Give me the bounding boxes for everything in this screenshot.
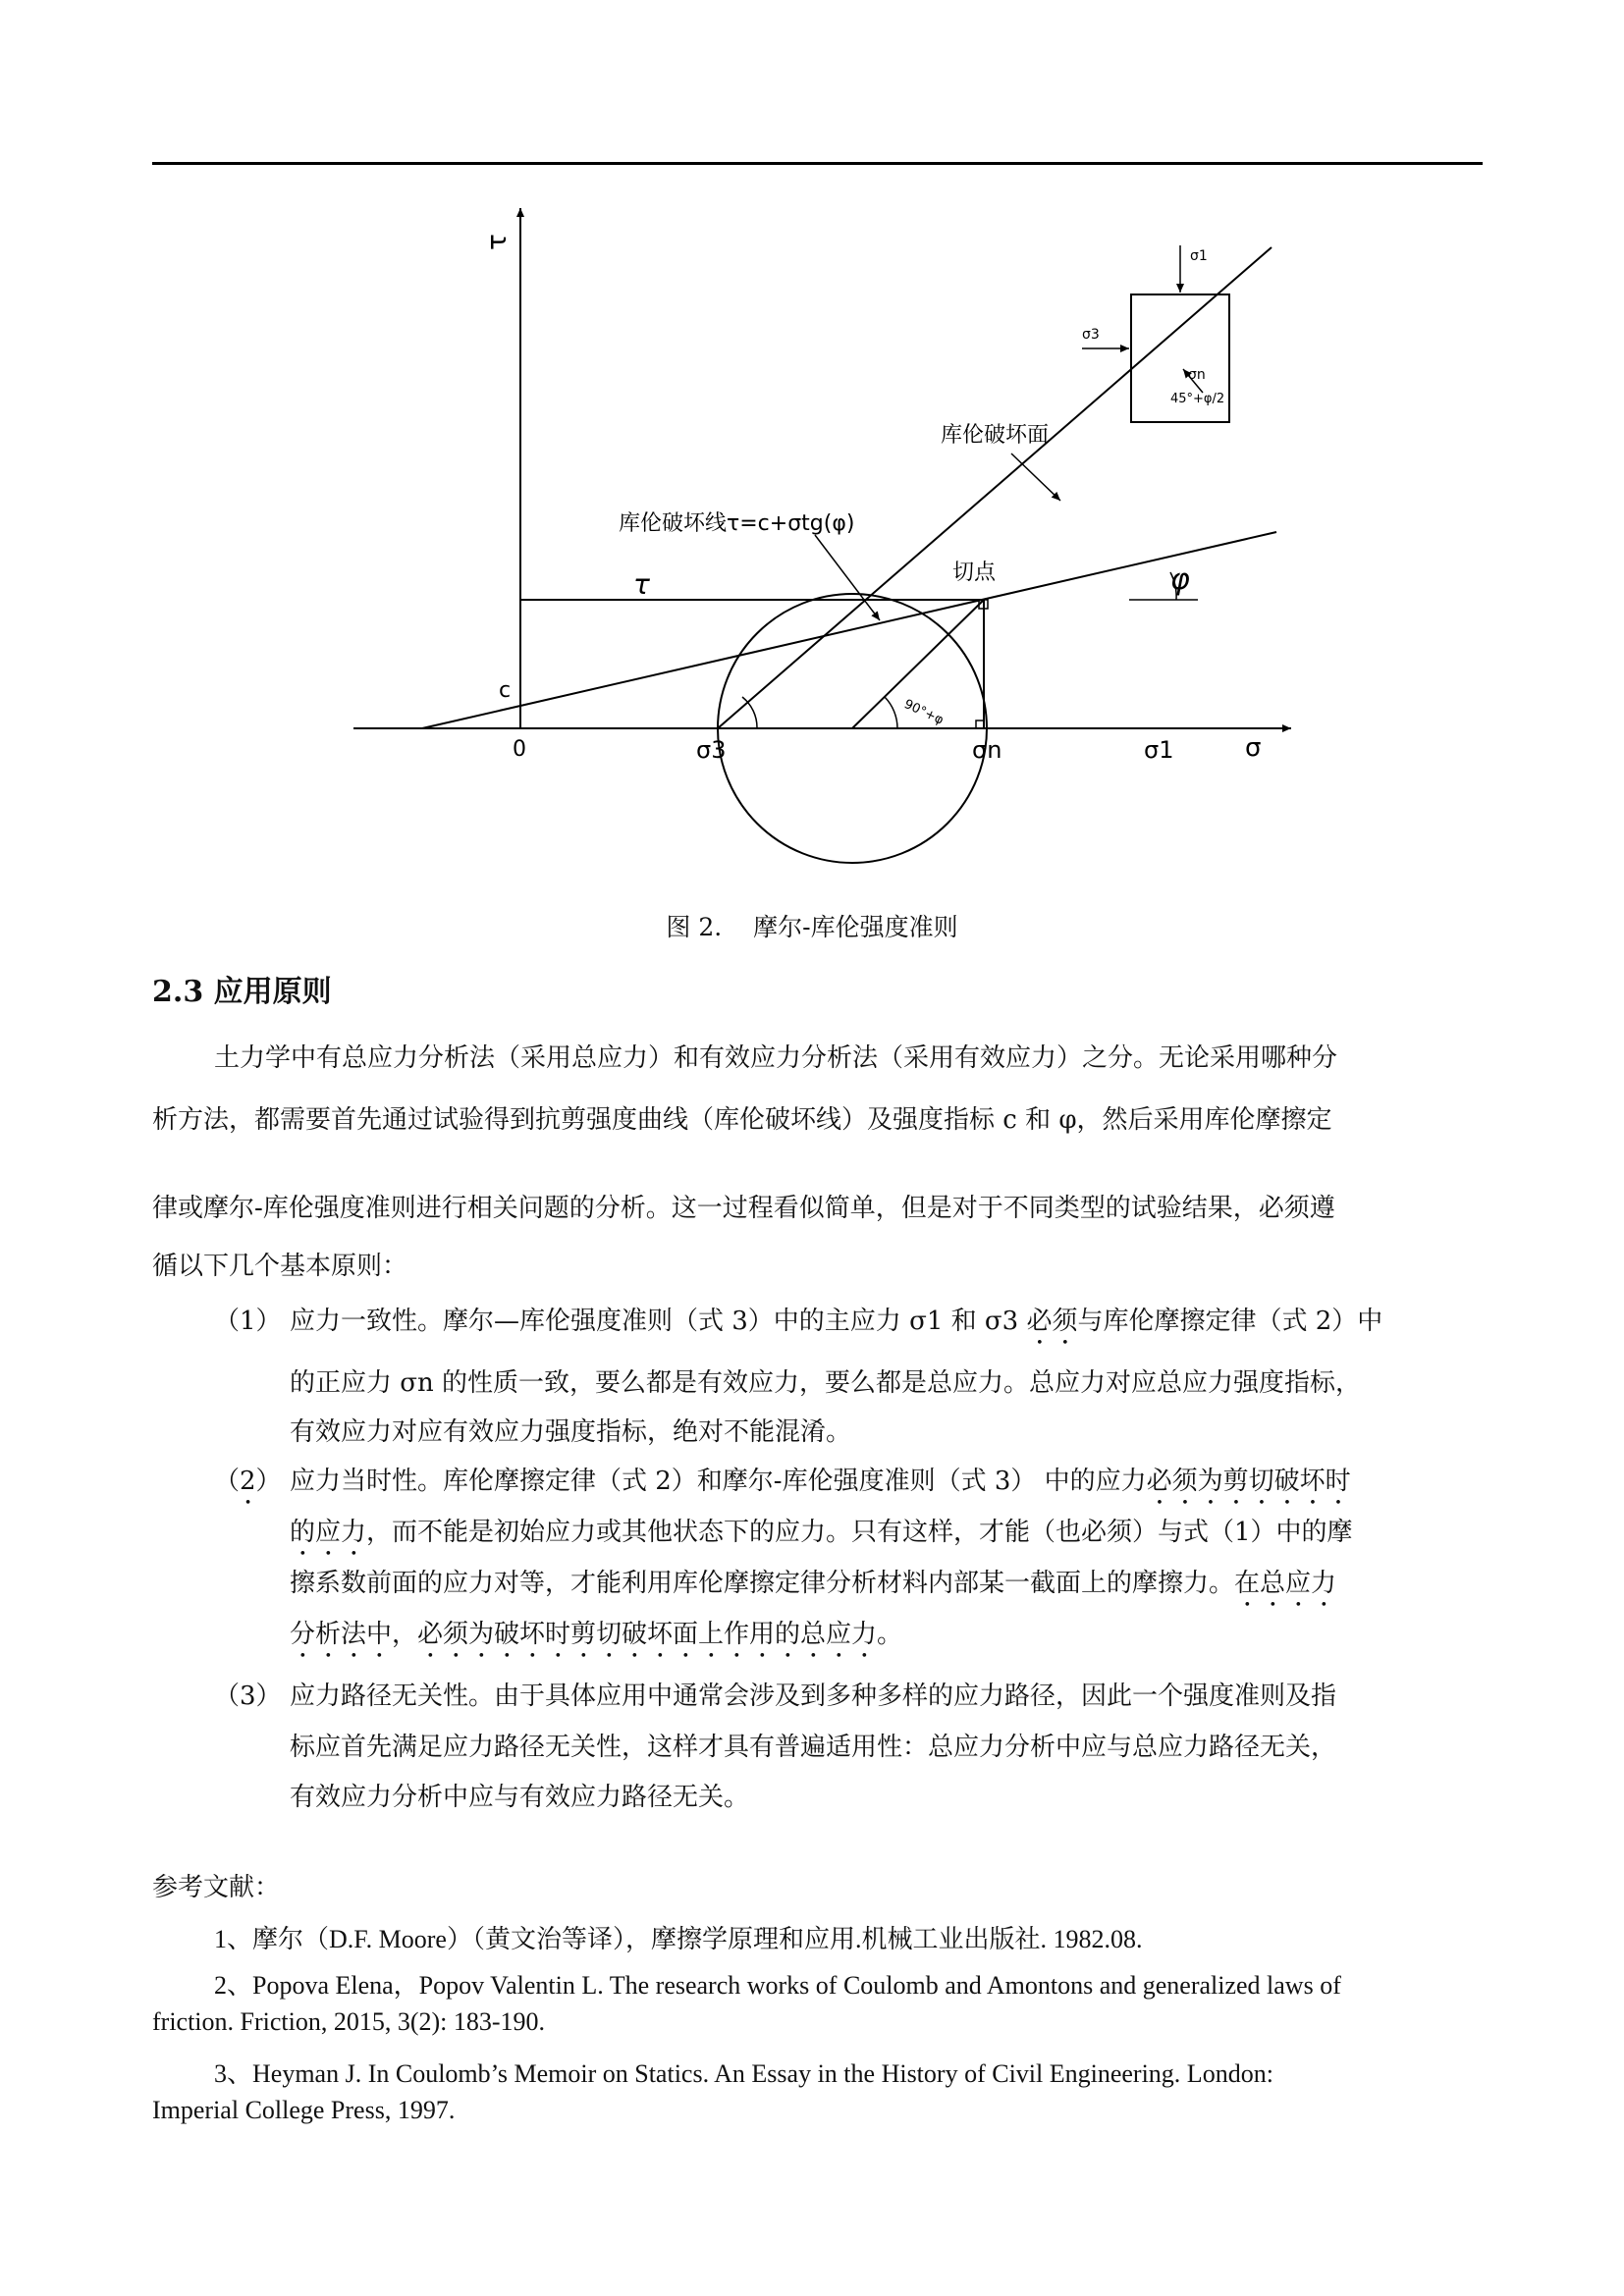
item3-line2: 标应首先满足应力路径无关性，这样才具有普遍适用性：总应力分析中应与总应力路径无关， bbox=[290, 1733, 1337, 1762]
tangent-point-label: 切点 bbox=[952, 561, 997, 585]
reference-3-line1: 3、Heyman J. In Coulomb’s Memoir on Statics. An Essay in the History of Civil Engineering. London: bbox=[214, 2059, 1273, 2088]
failure-plane-line bbox=[718, 247, 1272, 728]
item3-number: （3） bbox=[214, 1682, 282, 1711]
section-heading: 2.3 应用原则 bbox=[152, 975, 332, 1009]
failure-line bbox=[422, 532, 1276, 728]
item2-line3: 擦系数前面的应力对等，才能利用库伦摩擦定律分析材料内部某一截面上的摩擦力。在总应力 bbox=[290, 1569, 1337, 1598]
item1-number: （1） bbox=[214, 1307, 282, 1336]
item2-line4: 分析法中，必须为破坏时剪切破坏面上作用的总应力。 bbox=[290, 1620, 903, 1649]
tau-label: τ bbox=[633, 568, 650, 601]
para1-line4: 循以下几个基本原则： bbox=[152, 1252, 408, 1281]
reference-2-line1: 2、Popova Elena，Popov Valentin L. The research works of Coulomb and Amontons and generalized laws of bbox=[214, 1971, 1341, 2000]
sigman-label: σn bbox=[972, 736, 1002, 764]
item1-line2: 的正应力 σn 的性质一致，要么都是有效应力，要么都是总应力。总应力对应总应力强度指标， bbox=[290, 1368, 1362, 1398]
reference-1: 1、摩尔（D.F. Moore）（黄文治等译），摩擦学原理和应用.机械工业出版社. 1982.08. bbox=[214, 1925, 1143, 1953]
reference-2-line2: friction. Friction, 2015, 3(2): 183-190. bbox=[152, 2007, 546, 2036]
sigma1-label: σ1 bbox=[1144, 736, 1174, 764]
para1-line2: 析方法，都需要首先通过试验得到抗剪强度曲线（库伦破坏线）及强度指标 c 和 φ，然后采用库伦摩擦定 bbox=[152, 1105, 1332, 1135]
angle-90-arc bbox=[885, 697, 897, 728]
item1-line3: 有效应力对应有效应力强度指标，绝对不能混淆。 bbox=[290, 1417, 852, 1447]
item3-line3: 有效应力分析中应与有效应力路径无关。 bbox=[290, 1783, 750, 1812]
header-rule bbox=[152, 162, 1483, 165]
para1-line3: 律或摩尔-库伦强度准则进行相关问题的分析。这一过程看似简单，但是对于不同类型的试验结果，必须遵 bbox=[152, 1194, 1335, 1223]
sigma-axis-label: σ bbox=[1245, 733, 1262, 763]
item3-line1: 应力路径无关性。由于具体应用中通常会涉及到多种多样的应力路径，因此一个强度准则及指 bbox=[290, 1682, 1337, 1711]
item2-line2: 的应力，而不能是初始应力或其他状态下的应力。只有这样，才能（也必须）与式（1）中的摩 bbox=[290, 1518, 1353, 1547]
tau-axis-label: τ bbox=[480, 234, 513, 250]
right-angle-mark bbox=[976, 721, 984, 728]
box-sigma3-label: σ3 bbox=[1082, 327, 1100, 343]
failure-line-leader bbox=[815, 535, 880, 620]
references-heading: 参考文献： bbox=[152, 1873, 281, 1902]
box-sigma1-label: σ1 bbox=[1190, 248, 1208, 264]
sigma3-label: σ3 bbox=[696, 736, 727, 764]
caption-number: 图 2. bbox=[666, 913, 723, 941]
c-label: c bbox=[499, 678, 512, 703]
failure-line-label: 库伦破坏线τ=c+σtg(φ) bbox=[619, 511, 855, 536]
failure-plane-leader bbox=[1011, 454, 1060, 501]
reference-3-line2: Imperial College Press, 1997. bbox=[152, 2096, 456, 2124]
figure-caption bbox=[0, 908, 1624, 943]
para1-line1: 土力学中有总应力分析法（采用总应力）和有效应力分析法（采用有效应力）之分。无论采用哪种分 bbox=[214, 1043, 1338, 1073]
angle-90-label: 90°+φ bbox=[901, 697, 947, 728]
item2-line1: 应力当时性。库伦摩擦定律（式 2）和摩尔-库伦强度准则（式 3） 中的应力必须为剪切破坏时 bbox=[290, 1467, 1351, 1496]
phi-label: φ bbox=[1170, 562, 1190, 597]
failure-plane-label: 库伦破坏面 bbox=[941, 423, 1050, 448]
origin-label: 0 bbox=[513, 737, 526, 762]
box-sigman-label: σn bbox=[1188, 367, 1206, 383]
angle-45-label: 45°+φ/2 bbox=[1170, 392, 1225, 406]
item1-line1: 应力一致性。摩尔—库伦强度准则（式 3）中的主应力 σ1 和 σ3 必须与库伦摩擦定律（式 2）中 bbox=[290, 1307, 1383, 1336]
item2-number: （2） bbox=[214, 1467, 282, 1496]
caption-title: 摩尔-库伦强度准则 bbox=[753, 913, 958, 941]
mohr-coulomb-figure bbox=[324, 196, 1306, 883]
